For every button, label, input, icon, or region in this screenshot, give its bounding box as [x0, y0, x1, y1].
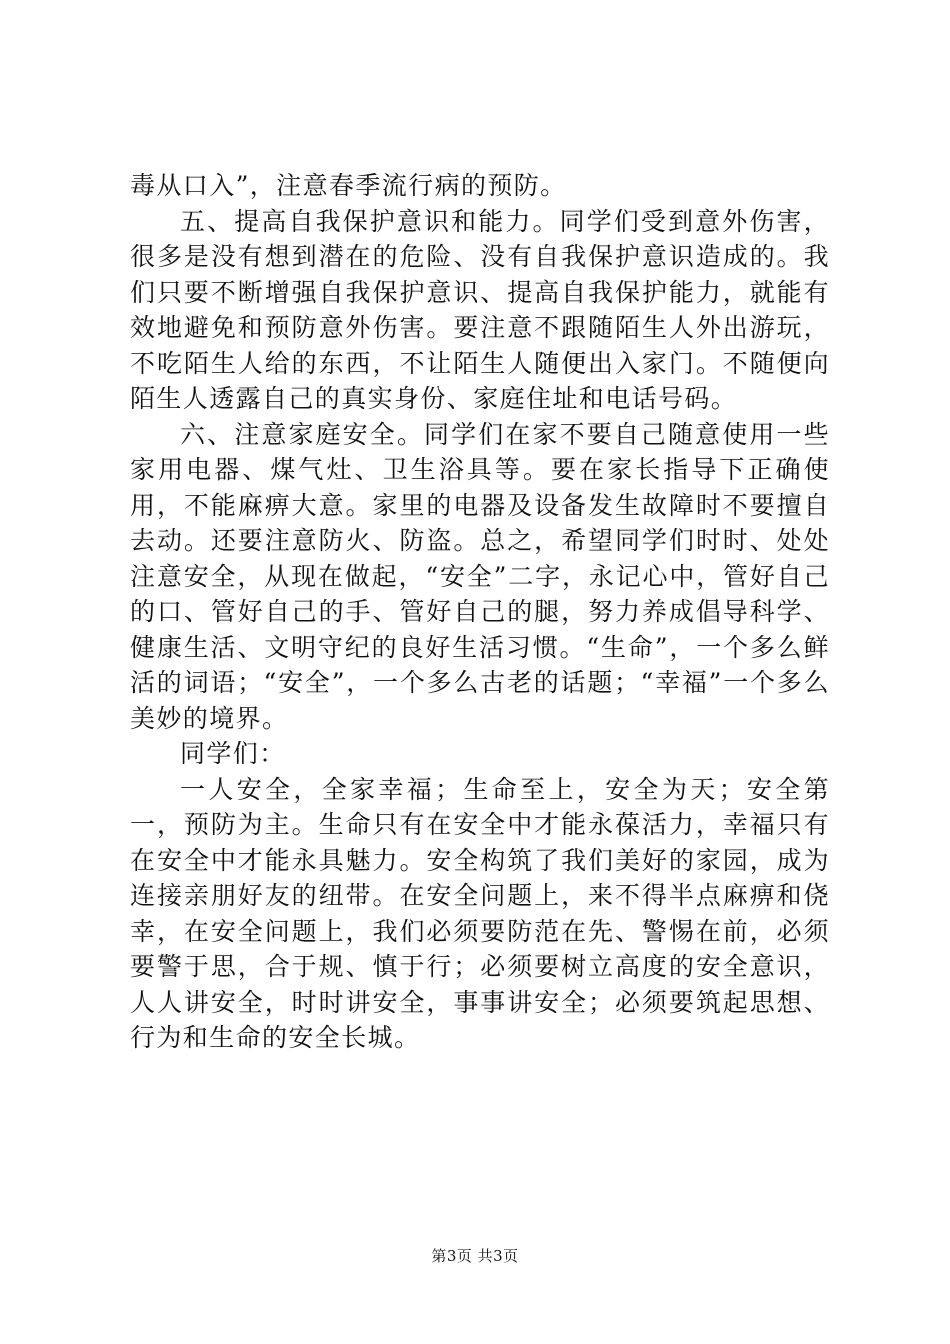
paragraph-conclusion: 一人安全，全家幸福；生命至上，安全为天；安全第一，预防为主。生命只有在安全中才能永葆活力，幸福只有在安全中才能永具魅力。安全构筑了我们美好的家园，成为连接亲朋好友的纽带。在安全问题上，来不得半点麻痹和侥幸，在安全问题上，我们必须要防范在先、警惕在前，必须要警于思，合于规、慎于行；必须要树立高度的安全意识，人人讲安全，时时讲安全，事事讲安全；必须要筑起思想、行为和生命的安全长城。 [130, 774, 830, 1052]
document-body [130, 168, 830, 1056]
paragraph-salutation: 同学们： [180, 739, 286, 768]
paragraph-home-safety: 六、注意家庭安全。同学们在家不要自己随意使用一些家用电器、煤气灶、卫生浴具等。要在家长指导下正确使用，不能麻痹大意。家里的电器及设备发生故障时不要擅自去动。还要注意防火、防盗。总之，希望同学们时时、处处注意安全，从现在做起，“安全”二字，永记心中，管好自己的口、管好自己的手、管好自己的腿，努力养成倡导科学、健康生活、文明守纪的良好生活习惯。“生命”，一个多么鲜活的词语；“安全”，一个多么古老的话题；“幸福”一个多么美妙的境界。 [130, 419, 830, 733]
paragraph-continuation: 毒从口入”，注意春季流行病的预防。 [130, 171, 567, 200]
page-number-footer: 第3页 共3页 [431, 1247, 519, 1265]
paragraph-self-protection: 五、提高自我保护意识和能力。同学们受到意外伤害，很多是没有想到潜在的危险、没有自我保护意识造成的。我们只要不断增强自我保护意识、提高自我保护能力，就能有效地避免和预防意外伤害。要注意不跟随陌生人外出游玩，不吃陌生人给的东西，不让陌生人随便出入家门。不随便向陌生人透露自己的真实身份、家庭住址和电话号码。 [130, 206, 830, 413]
